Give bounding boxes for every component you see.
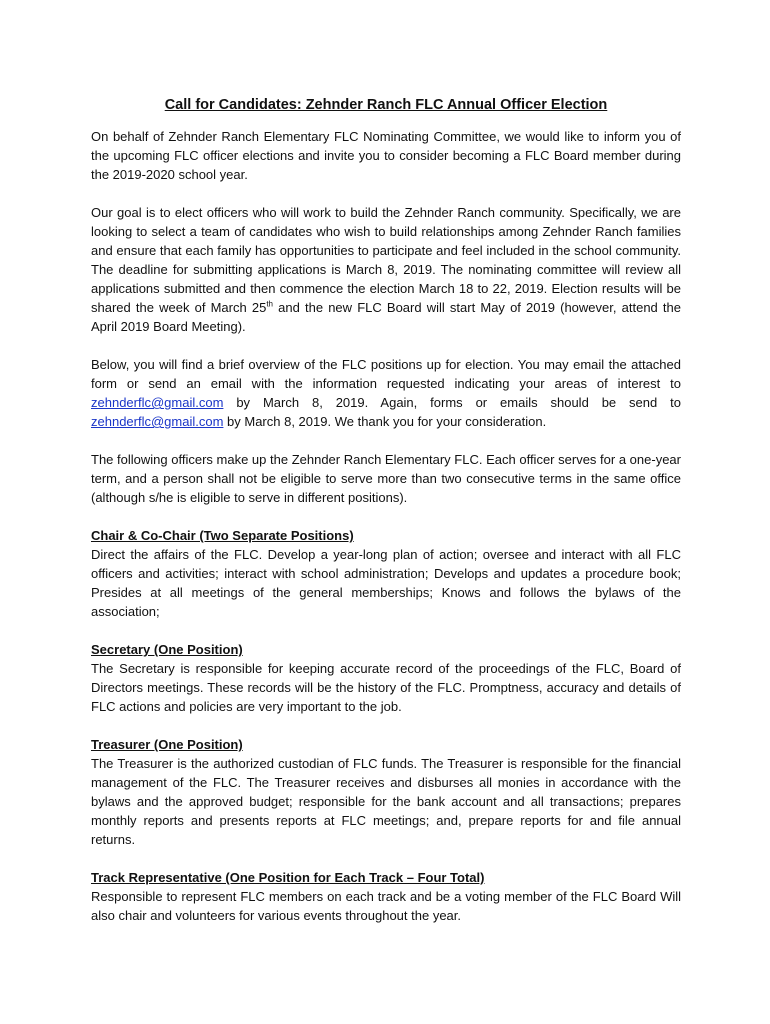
overview-paragraph	[91, 355, 681, 431]
position-description: Direct the affairs of the FLC. Develop a year-long plan of action; oversee and interact with all FLC officers and activities; interact with school administration; Develops and updates a procedure book; Presides at all meetings of the general memberships; Knows and follows the bylaws of the association;	[91, 547, 681, 619]
overview-text-part1: Below, you will find a brief overview of the FLC positions up for election. You may email the attached form or send an email with the information requested indicating your areas of interest to	[91, 357, 681, 391]
intro-paragraph: On behalf of Zehnder Ranch Elementary FLC Nominating Committee, we would like to inform you of the upcoming FLC officer elections and invite you to consider becoming a FLC Board member during the 2019-2020 school year.	[91, 129, 681, 182]
position-description: The Secretary is responsible for keeping accurate record of the proceedings of the FLC, Board of Directors meetings. These records will be the history of the FLC. Promptness, accuracy and details of FLC actions and policies are very important to the job.	[91, 661, 681, 714]
goal-text-part1: Our goal is to elect officers who will work to build the Zehnder Ranch community. Specifically, we are looking to select a team of candidates who wish to build relationships among Zehnder Ranch families and ensure that each family has opportunities to participate and feel included in the school community. The deadline for submitting applications is March 8, 2019. The nominating committee will review all applications submitted and then commence the election March 18 to 22, 2019. Election results will be shared the week of March 25	[91, 205, 681, 315]
position-secretary-section	[91, 640, 681, 716]
email-link-2[interactable]: zehnderflc@gmail.com	[91, 414, 224, 429]
position-description: Responsible to represent FLC members on each track and be a voting member of the FLC Board Will also chair and volunteers for various events throughout the year.	[91, 889, 681, 923]
email-link-1[interactable]: zehnderflc@gmail.com	[91, 395, 224, 410]
position-heading: Treasurer (One Position)	[91, 737, 243, 752]
document-title: Call for Candidates: Zehnder Ranch FLC Annual Officer Election	[164, 97, 608, 113]
document-page	[91, 95, 681, 944]
position-heading: Track Representative (One Position for Each Track – Four Total)	[91, 870, 485, 885]
officers-intro-paragraph: The following officers make up the Zehnder Ranch Elementary FLC. Each officer serves for a one-year term, and a person shall not be eligible to serve more than two consecutive terms in the same office (although s/he is eligible to serve in different positions).	[91, 452, 681, 505]
overview-text-part3: by March 8, 2019. We thank you for your consideration.	[223, 414, 547, 429]
goal-paragraph	[91, 203, 681, 336]
goal-text-part2: and the new FLC Board will start May of 2019 (however, attend the April 2019 Board Meeting).	[91, 300, 681, 334]
goal-superscript: th	[266, 299, 273, 309]
position-heading: Secretary (One Position)	[91, 642, 243, 657]
position-description: The Treasurer is the authorized custodian of FLC funds. The Treasurer is responsible for the financial management of the FLC. The Treasurer receives and disburses all monies in accordance with the bylaws and the approved budget; responsible for the bank account and all transactions; prepares monthly reports and presents reports at FLC meetings; and, prepare reports for and file annual returns.	[91, 756, 681, 847]
overview-text-part2: by March 8, 2019. Again, forms or emails should be send to	[223, 395, 681, 410]
position-chair-section	[91, 526, 681, 621]
position-track-rep-section	[91, 868, 681, 925]
position-heading: Chair & Co-Chair (Two Separate Positions)	[91, 528, 354, 543]
position-treasurer-section	[91, 735, 681, 849]
